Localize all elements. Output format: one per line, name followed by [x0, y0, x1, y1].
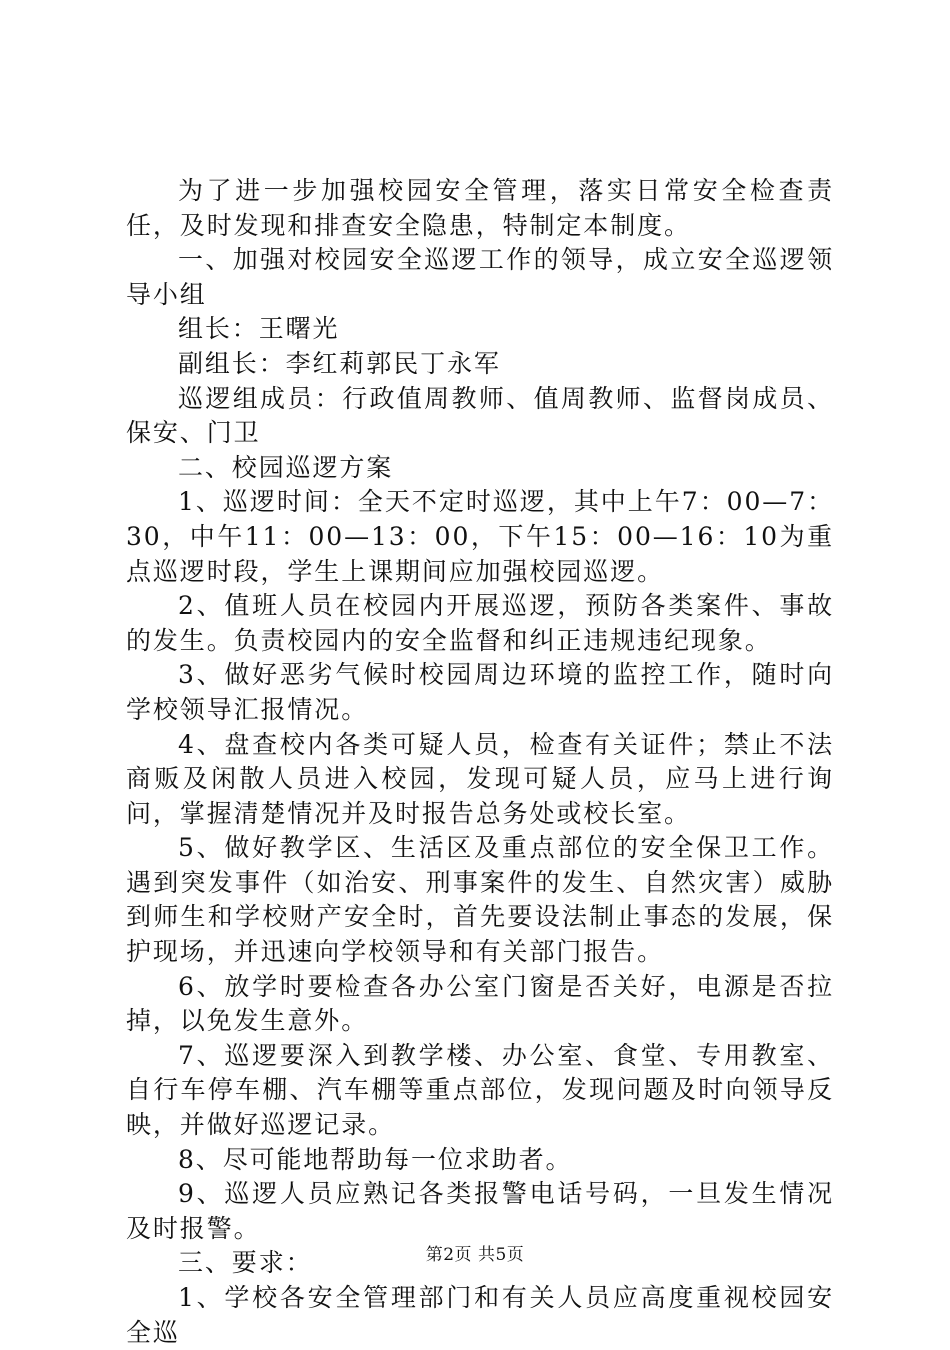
page-footer: 第2页 共5页: [425, 1245, 525, 1265]
section-heading-leadership: 一、加强对校园安全巡逻工作的领导，成立安全巡逻领导小组: [126, 245, 834, 309]
list-item-duty-patrol: 2、值班人员在校园内开展巡逻，预防各类案件、事故的发生。负责校园内的安全监督和纠正违规违纪现象。: [126, 591, 834, 655]
list-item-suspicious-persons: 4、盘查校内各类可疑人员，检查有关证件；禁止不法商贩及闲散人员进入校园，发现可疑人员，应马上进行询问，掌握清楚情况并及时报告总务处或校长室。: [126, 729, 834, 828]
section-heading-patrol-plan: 二、校园巡逻方案: [178, 452, 394, 482]
list-item-help-seekers: 8、尽可能地帮助每一位求助者。: [178, 1144, 573, 1174]
list-item-office-check: 6、放学时要检查各办公室门窗是否关好，电源是否拉掉，以免发生意外。: [126, 971, 834, 1036]
list-item-alarm-numbers: 9、巡逻人员应熟记各类报警电话号码，一旦发生情况及时报警。: [126, 1179, 834, 1243]
list-item-security-emergency: 5、做好教学区、生活区及重点部位的安全保卫工作。遇到突发事件（如治安、刑事案件的发生、自然灾害）威胁到师生和学校财产安全时，首先要设法制止事态的发展，保护现场，并迅速向学校领导和有关部门报告。: [126, 833, 834, 967]
paragraph-intro: 为了进一步加强校园安全管理，落实日常安全检查责任，及时发现和排查安全隐患，特制定本制度。: [126, 176, 834, 240]
list-item-requirement-1: 1、学校各安全管理部门和有关人员应高度重视校园安全巡: [126, 1283, 834, 1347]
list-item-patrol-time: 1、巡逻时间：全天不定时巡逻，其中上午7：00—7：30，中午11：00—13：00，下午15：00—16：10为重点巡逻时段，学生上课期间应加强校园巡逻。: [126, 487, 834, 586]
document-body: [126, 174, 834, 1350]
paragraph-deputy-leaders: 副组长：李红莉郭民丁永军: [178, 348, 501, 378]
paragraph-group-leader: 组长：王曙光: [178, 314, 340, 344]
paragraph-patrol-members: 巡逻组成员：行政值周教师、值周教师、监督岗成员、保安、门卫: [126, 383, 834, 448]
list-item-weather-monitoring: 3、做好恶劣气候时校园周边环境的监控工作，随时向学校领导汇报情况。: [126, 660, 834, 724]
list-item-key-areas: 7、巡逻要深入到教学楼、办公室、食堂、专用教室、自行车停车棚、汽车棚等重点部位，发现问题及时向领导反映，并做好巡逻记录。: [126, 1040, 834, 1140]
section-heading-requirements: 三、要求：: [178, 1248, 313, 1278]
